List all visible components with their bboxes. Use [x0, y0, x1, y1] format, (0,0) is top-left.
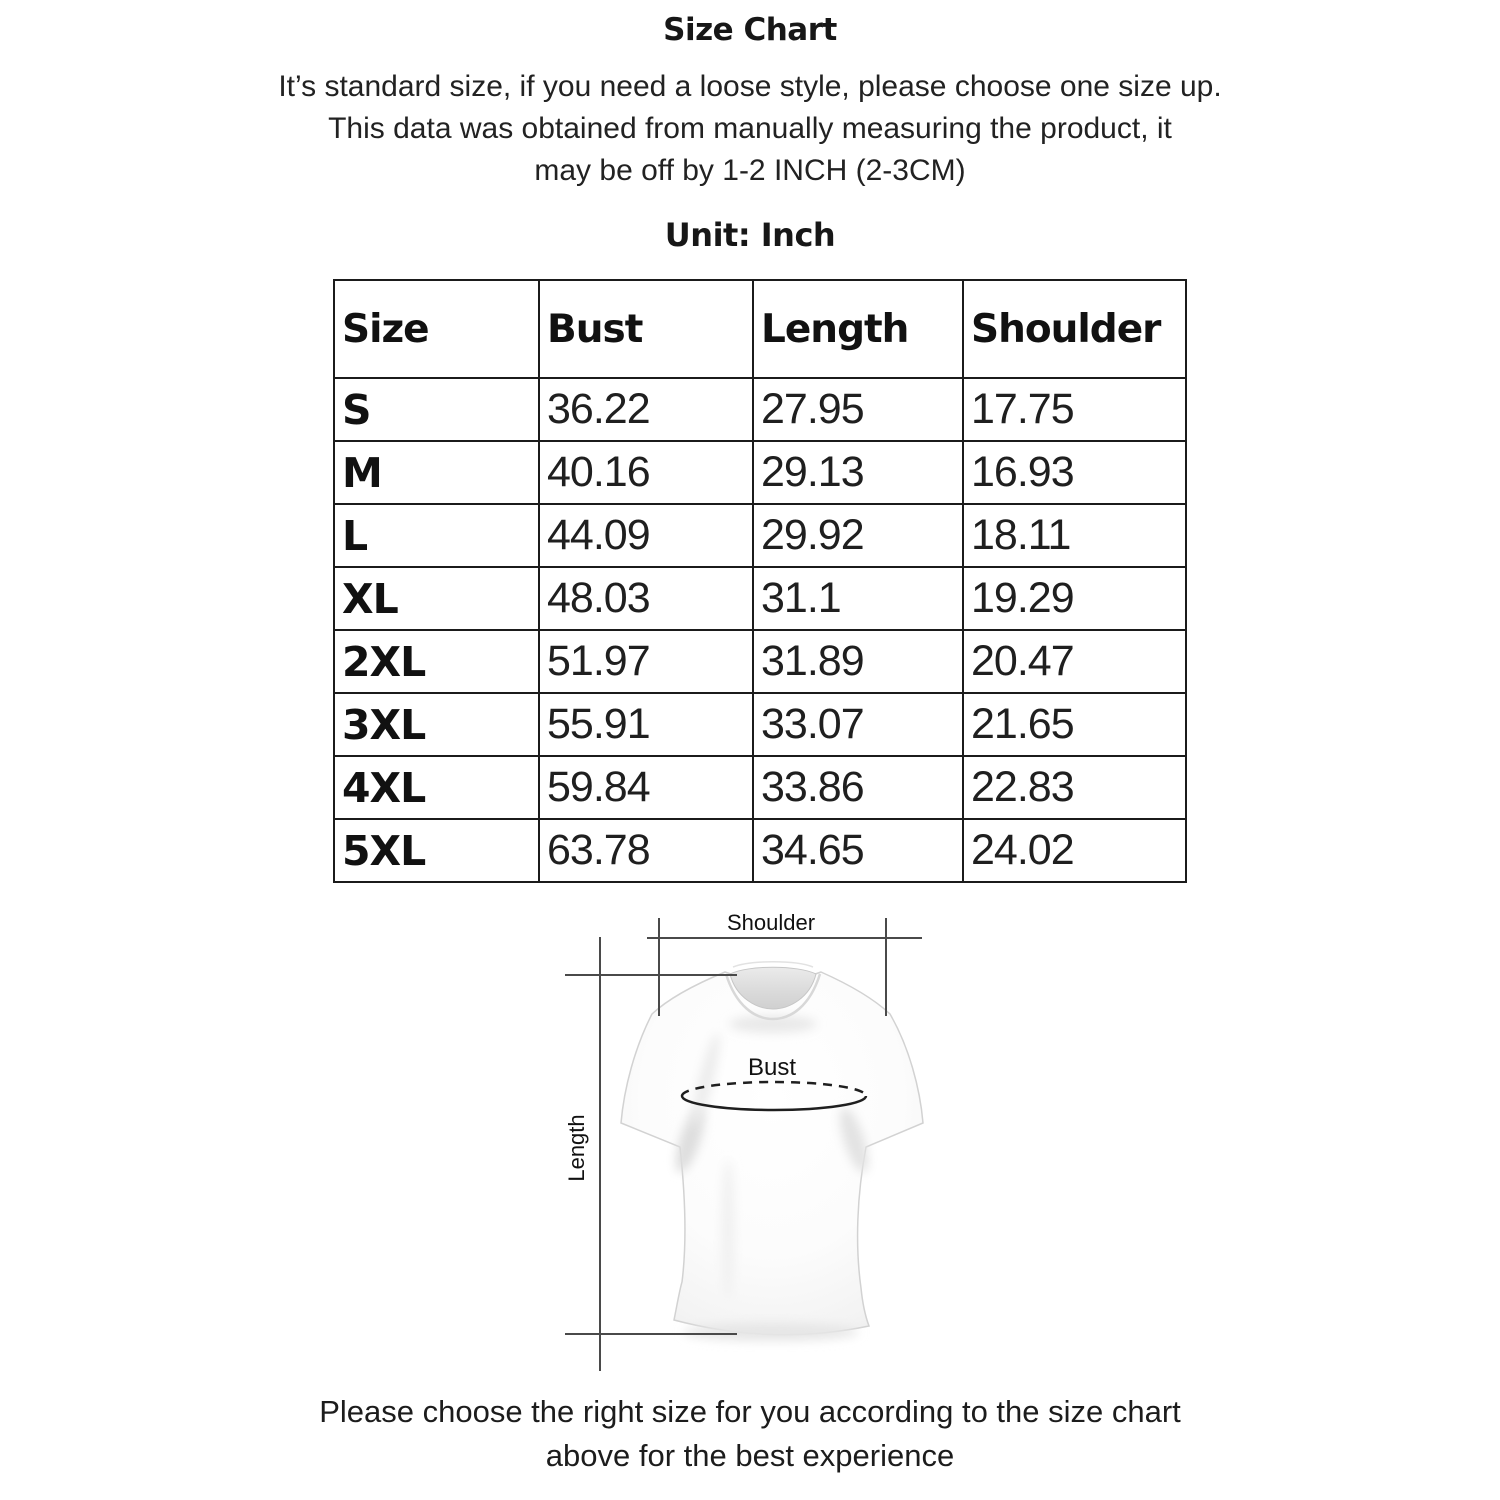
length-value: 33.86	[753, 756, 963, 819]
length-value: 33.07	[753, 693, 963, 756]
shoulder-value: 17.75	[963, 378, 1186, 441]
page-title: Size Chart	[663, 12, 837, 48]
shoulder-value: 16.93	[963, 441, 1186, 504]
bust-value: 59.84	[539, 756, 753, 819]
table-row	[334, 378, 1186, 441]
length-value: 27.95	[753, 378, 963, 441]
description-text	[0, 66, 1500, 192]
size-value: XL	[334, 567, 539, 630]
length-label: Length	[564, 1114, 589, 1182]
length-value: 29.92	[753, 504, 963, 567]
column-header-bust: Bust	[539, 280, 753, 378]
bust-value: 63.78	[539, 819, 753, 882]
table-row	[334, 819, 1186, 882]
column-header-size: Size	[334, 280, 539, 378]
length-value: 31.1	[753, 567, 963, 630]
unit-label: Unit: Inch	[664, 216, 836, 254]
footer-line-1: Please choose the right size for you according to the size chart	[319, 1394, 1181, 1429]
description-line-1: It’s standard size, if you need a loose style, please choose one size up.	[278, 70, 1222, 103]
description-line-3: may be off by 1-2 INCH (2-3CM)	[534, 154, 966, 187]
size-value: 3XL	[334, 693, 539, 756]
bust-value: 51.97	[539, 630, 753, 693]
footer-note	[0, 1390, 1500, 1478]
column-header-shoulder: Shoulder	[963, 280, 1186, 378]
size-value: S	[334, 378, 539, 441]
bust-value: 36.22	[539, 378, 753, 441]
table-row	[334, 756, 1186, 819]
table-row	[334, 630, 1186, 693]
shoulder-value: 18.11	[963, 504, 1186, 567]
description-line-2: This data was obtained from manually measuring the product, it	[328, 112, 1172, 145]
shoulder-value: 20.47	[963, 630, 1186, 693]
size-value: L	[334, 504, 539, 567]
bust-value: 40.16	[539, 441, 753, 504]
size-table	[333, 279, 1187, 883]
bust-value: 48.03	[539, 567, 753, 630]
shoulder-label: Shoulder	[726, 910, 816, 935]
tshirt-graphic	[621, 962, 923, 1341]
length-value: 34.65	[753, 819, 963, 882]
shoulder-value: 22.83	[963, 756, 1186, 819]
shoulder-value: 21.65	[963, 693, 1186, 756]
column-header-length: Length	[753, 280, 963, 378]
table-row	[334, 567, 1186, 630]
table-row	[334, 441, 1186, 504]
shoulder-value: 19.29	[963, 567, 1186, 630]
size-value: M	[334, 441, 539, 504]
shoulder-value: 24.02	[963, 819, 1186, 882]
length-value: 31.89	[753, 630, 963, 693]
table-header-row	[334, 280, 1186, 378]
bust-label: Bust	[747, 1054, 797, 1081]
size-value: 4XL	[334, 756, 539, 819]
bust-value: 55.91	[539, 693, 753, 756]
size-value: 2XL	[334, 630, 539, 693]
table-row	[334, 693, 1186, 756]
size-value: 5XL	[334, 819, 539, 882]
footer-line-2: above for the best experience	[545, 1438, 955, 1473]
tshirt-measurement-diagram	[540, 890, 1000, 1390]
table-row	[334, 504, 1186, 567]
length-value: 29.13	[753, 441, 963, 504]
bust-value: 44.09	[539, 504, 753, 567]
